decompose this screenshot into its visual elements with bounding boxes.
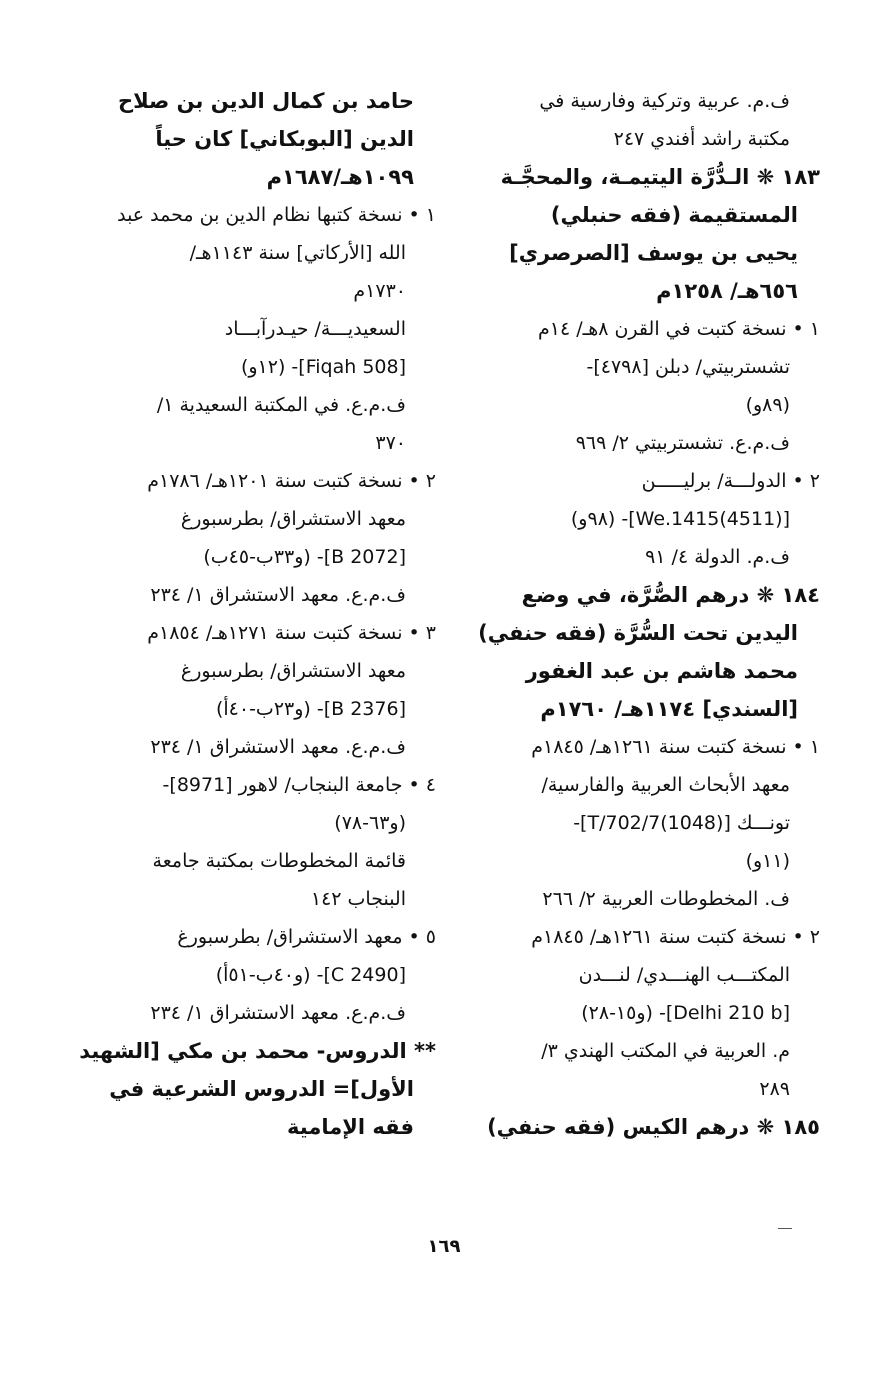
left-column-line: ** الدروس- محمد بن مكي [الشهيد (79, 1039, 436, 1063)
right-column-line: [Delhi 210 b]- (و١٥-٢٨) (581, 1002, 790, 1024)
right-column-line: ١٨٤ ❋ درهم الصُّرَّة، في وضع (521, 583, 820, 607)
left-column-line: ١ • نسخة كتبها نظام الدين بن محمد عبد (117, 204, 436, 226)
left-column-line: الدين [البوبكاني] كان حياً (155, 127, 414, 151)
right-column-line: (٨٩و) (745, 394, 790, 416)
left-column-line: ف.م.ع. في المكتبة السعيدية ١/ (156, 394, 406, 416)
left-column-line: ٣ • نسخة كتبت سنة ١٢٧١هـ/ ١٨٥٤م (147, 622, 436, 644)
right-column-line: ٢ • الدولـــة/ برليـــــن (641, 470, 820, 492)
left-column-line: ف.م.ع. معهد الاستشراق ١/ ٢٣٤ (150, 584, 406, 606)
right-column-line: [السندي] ١١٧٤هـ/ ١٧٦٠م (540, 697, 798, 721)
left-column-line: ٥ • معهد الاستشراق/ بطرسبورغ (177, 926, 436, 948)
left-column-line: الأول]= الدروس الشرعية في (109, 1077, 414, 1101)
right-column-line: محمد هاشم بن عبد الغفور (525, 659, 798, 683)
left-column-line: ٤ • جامعة البنجاب/ لاهور [8971]- (162, 774, 436, 796)
right-column-line: المكتـــب الهنـــدي/ لنـــدن (578, 964, 790, 986)
right-column-line: ف. المخطوطات العربية ٢/ ٢٦٦ (542, 888, 790, 910)
left-column-line: [508 Fiqah]- (١٢و) (240, 356, 406, 378)
right-column-line: ٢ • نسخة كتبت سنة ١٢٦١هـ/ ١٨٤٥م (531, 926, 820, 948)
left-column-line: ١٧٣٠م (353, 280, 406, 302)
left-column-line: ١٠٩٩هـ/١٦٨٧م (266, 165, 414, 189)
left-column-line: فقه الإمامية (287, 1115, 414, 1139)
left-column-line: الله [الأركاتي] سنة ١١٤٣هـ/ (189, 242, 406, 264)
left-column-line: حامد بن كمال الدين بن صلاح (117, 89, 414, 113)
right-column-line: مكتبة راشد أفندي ٢٤٧ (613, 128, 790, 150)
right-column-line: ف.م. عربية وتركية وفارسية في (539, 90, 790, 112)
right-column-line: م. العربية في المكتب الهندي ٣/ (541, 1040, 790, 1062)
left-column-line: البنجاب ١٤٢ (310, 888, 406, 910)
right-column-line: اليدين تحت السُّرَّة (فقه حنفي) (478, 621, 798, 645)
left-column-line: معهد الاستشراق/ بطرسبورغ (180, 508, 406, 530)
right-column-line: تونـــك [T/702/7(1048)]- (573, 812, 790, 834)
right-column-line: [We.1415(4511)]- (٩٨و) (570, 508, 790, 530)
left-column-line: [B 2072]- (و٣٣ب-٤٥ب) (203, 546, 406, 568)
right-column-line: ١ • نسخة كتبت في القرن ٨هـ/ ١٤م (538, 318, 820, 340)
right-column-line: ١٨٥ ❋ درهم الكيس (فقه حنفي) (487, 1115, 820, 1139)
left-column-line: قائمة المخطوطات بمكتبة جامعة (152, 850, 406, 872)
left-column-line: معهد الاستشراق/ بطرسبورغ (180, 660, 406, 682)
right-column-line: (١١و) (745, 850, 790, 872)
corner-mark (778, 1228, 792, 1229)
left-column-line: [B 2376]- (و٢٣ب-٤٠أ) (215, 698, 406, 720)
left-column-line: ف.م.ع. معهد الاستشراق ١/ ٢٣٤ (150, 1002, 406, 1024)
right-column (478, 82, 820, 1146)
right-column-line: تشستربيتي/ دبلن [٤٧٩٨]- (586, 356, 790, 378)
left-column-line: ٢ • نسخة كتبت سنة ١٢٠١هـ/ ١٧٨٦م (147, 470, 436, 492)
left-column-line: (و٦٣-٧٨) (334, 812, 406, 834)
right-column-line: معهد الأبحاث العربية والفارسية/ (541, 774, 790, 796)
left-column-line: ٣٧٠ (375, 432, 406, 454)
left-column-line: [C 2490]- (و٤٠ب-٥١أ) (215, 964, 406, 986)
right-column-line: ف.م.ع. تشستربيتي ٢/ ٩٦٩ (575, 432, 790, 454)
right-column-line: يحيى بن يوسف [الصرصري] (509, 241, 798, 265)
right-column-line: المستقيمة (فقه حنبلي) (550, 203, 798, 227)
left-column-line: السعيديـــة/ حيـدرآبـــاد (224, 318, 406, 340)
left-column (79, 82, 436, 1146)
right-column-line: ١ • نسخة كتبت سنة ١٢٦١هـ/ ١٨٤٥م (531, 736, 820, 758)
page-number: ١٦٩ (427, 1236, 461, 1257)
right-column-line: ٢٨٩ (759, 1078, 790, 1100)
right-column-line: ف.م. الدولة ٤/ ٩١ (645, 546, 790, 568)
right-column-line: ١٨٣ ❋ الـدُّرَّة اليتيمـة، والمحجَّـة (500, 165, 820, 189)
right-column-line: ٦٥٦هـ/ ١٢٥٨م (656, 279, 798, 303)
left-column-line: ف.م.ع. معهد الاستشراق ١/ ٢٣٤ (150, 736, 406, 758)
